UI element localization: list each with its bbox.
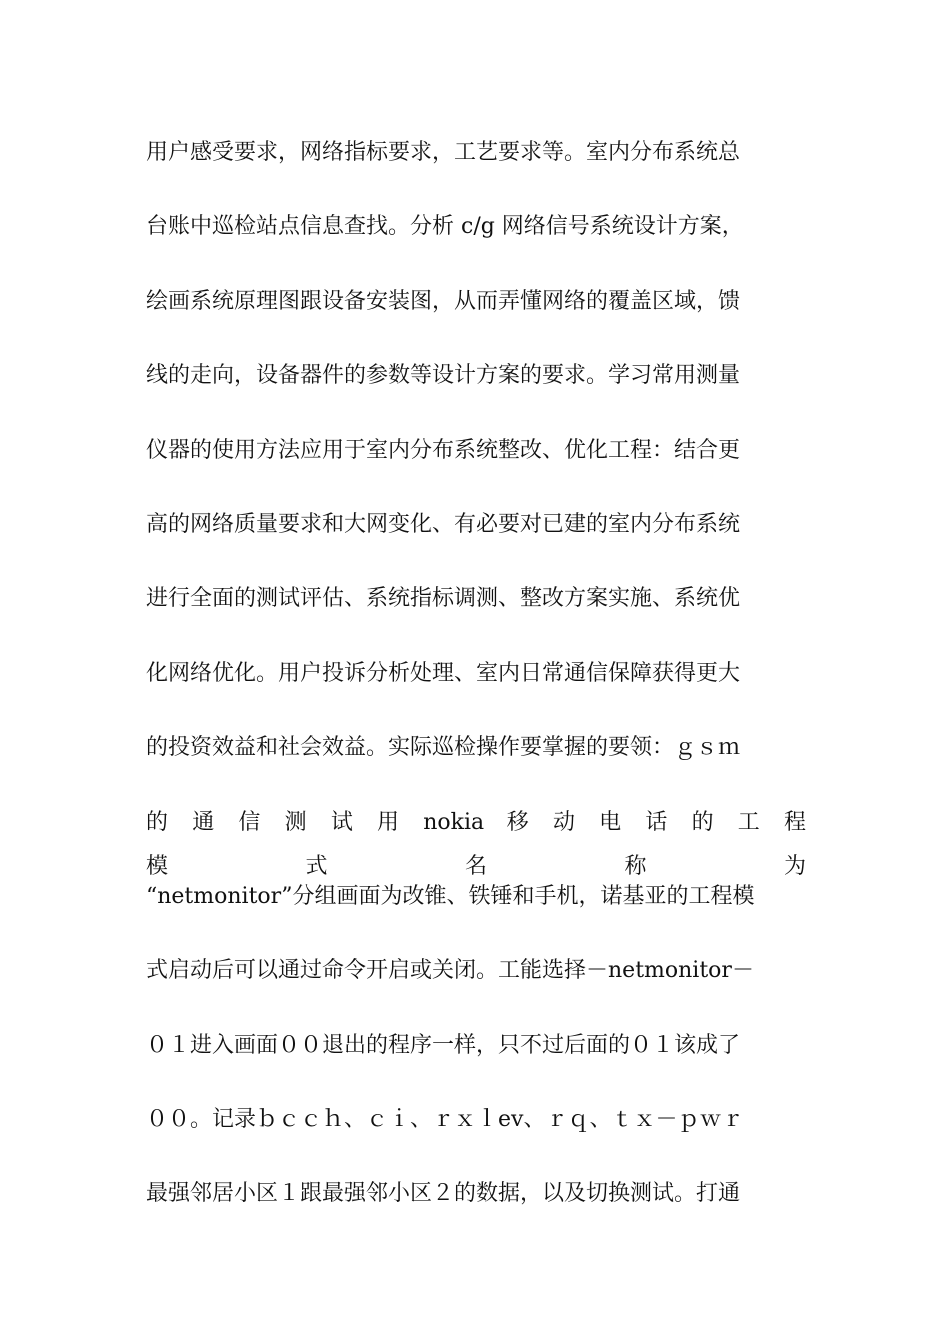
text-line: ００。记录ｂｃｃｈ、ｃｉ、ｒｘｌev、ｒｑ、ｔｘ－ｐｗｒ: [146, 1107, 744, 1133]
text-line: 用户感受要求，网络指标要求，工艺要求等。室内分布系统总: [146, 140, 741, 165]
text-line: 进行全面的测试评估、系统指标调测、整改方案实施、系统优: [146, 586, 741, 612]
text-line: 的 通 信 测 试 用 nokia 移 动 电 话 的 工 程 模 式 名 称 为: [146, 809, 806, 879]
text-line: 高的网络质量要求和大网变化、有必要对已建的室内分布系统: [146, 511, 741, 537]
body-text: [146, 131, 806, 1247]
text-line: 最强邻居小区１跟最强邻小区２的数据，以及切换测试。打通: [146, 1181, 741, 1207]
text-line: 式启动后可以通过命令开启或关闭。工能选择－netmonitor－: [146, 958, 754, 984]
text-line: 仪器的使用方法应用于室内分布系统整改、优化工程：结合更: [146, 437, 741, 463]
text-line: 的投资效益和社会效益。实际巡检操作要掌握的要领：ｇｓｍ: [146, 735, 741, 761]
text-line: 线的走向，设备器件的参数等设计方案的要求。学习常用测量: [146, 363, 741, 389]
text-line: 台账中巡检站点信息查找。分析 c/g 网络信号系统设计方案，: [146, 214, 744, 240]
text-line: “netmonitor”分组画面为改锥、铁锤和手机，诺基亚的工程模: [146, 883, 755, 909]
text-line: ０１进入画面００退出的程序一样，只不过后面的０１该成了: [146, 1032, 741, 1058]
text-line: 化网络优化。用户投诉分析处理、室内日常通信保障获得更大: [146, 660, 741, 686]
text-line: 绘画系统原理图跟设备安装图，从而弄懂网络的覆盖区域，馈: [146, 288, 741, 314]
